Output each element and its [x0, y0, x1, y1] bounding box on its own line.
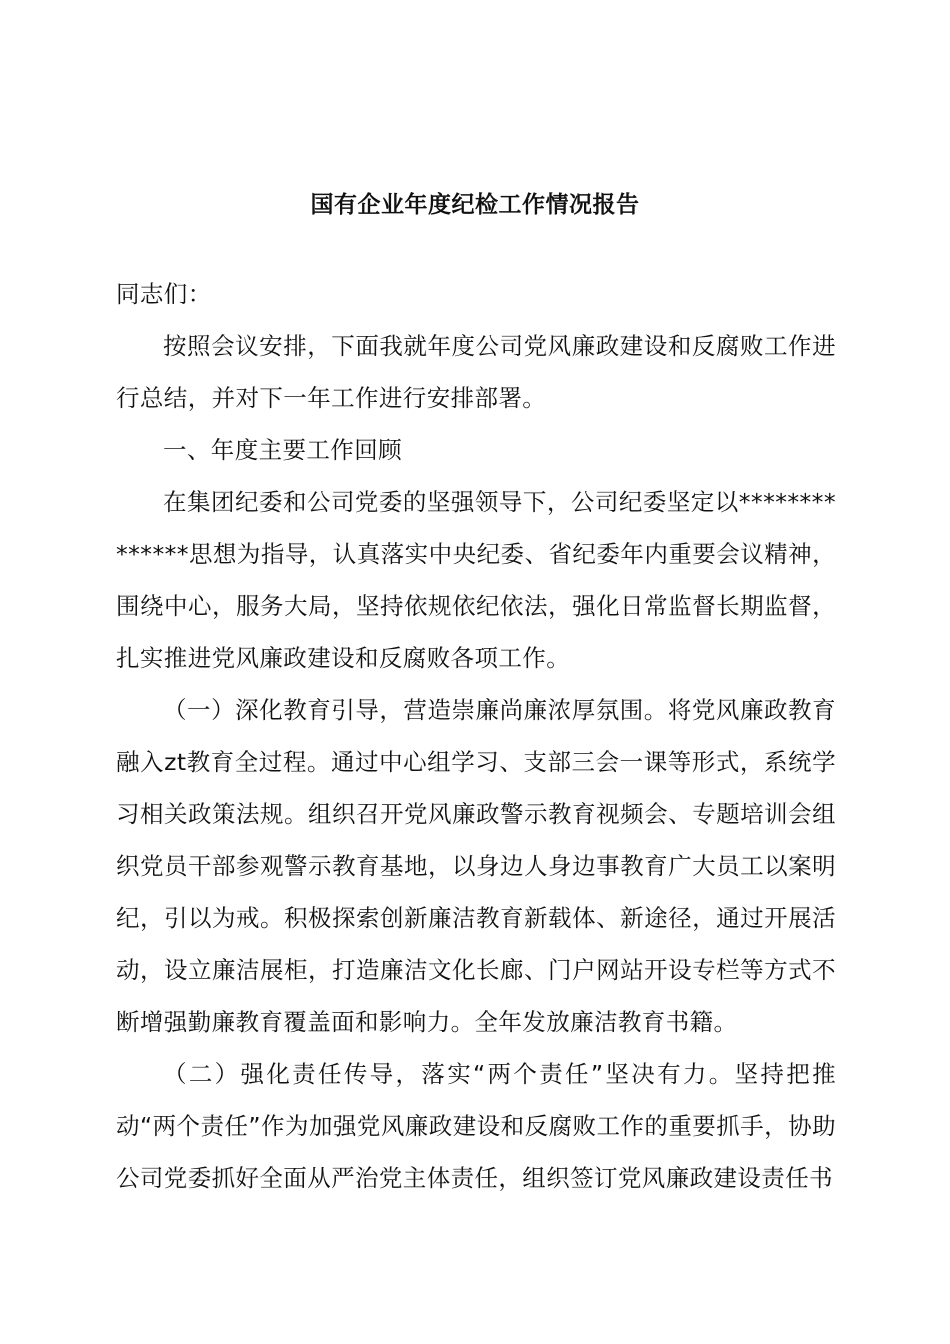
intro-paragraph: 按照会议安排，下面我就年度公司党风廉政建设和反腐败工作进行总结，并对下一年工作进行安排部署。 — [116, 332, 836, 412]
subsection-1-paragraph: （一）深化教育引导，营造崇廉尚廉浓厚氛围。将党风廉政教育融入zt教育全过程。通过中心组学习、支部三会一课等形式，系统学习相关政策法规。组织召开党风廉政警示教育视频会、专题培训会组织党员干部参观警示教育基地，以身边人身边事教育广大员工以案明纪，引以为戒。积极探索创新廉洁教育新载体、新途径，通过开展活动，设立廉洁展柜，打造廉洁文化长廊、门户网站开设专栏等方式不断增强勤廉教育覆盖面和影响力。全年发放廉洁教育书籍。 — [116, 696, 836, 1036]
document-body — [116, 268, 836, 1204]
section-1-paragraph: 在集团纪委和公司党委的坚强领导下，公司纪委坚定以**************思想为指导，认真落实中央纪委、省纪委年内重要会议精神，围绕中心，服务大局，坚持依规依纪依法，强化日常监督长期监督，扎实推进党风廉政建设和反腐败各项工作。 — [116, 488, 836, 672]
section-heading-1: 一、年度主要工作回顾 — [163, 436, 402, 464]
subsection-2-paragraph: （二）强化责任传导，落实“两个责任”坚决有力。坚持把推动“两个责任”作为加强党风廉政建设和反腐败工作的重要抓手，协助公司党委抓好全面从严治党主体责任，组织签订党风廉政建设责任书 — [116, 1060, 836, 1192]
document-title: 国有企业年度纪检工作情况报告 — [310, 192, 640, 218]
salutation: 同志们： — [116, 280, 212, 308]
